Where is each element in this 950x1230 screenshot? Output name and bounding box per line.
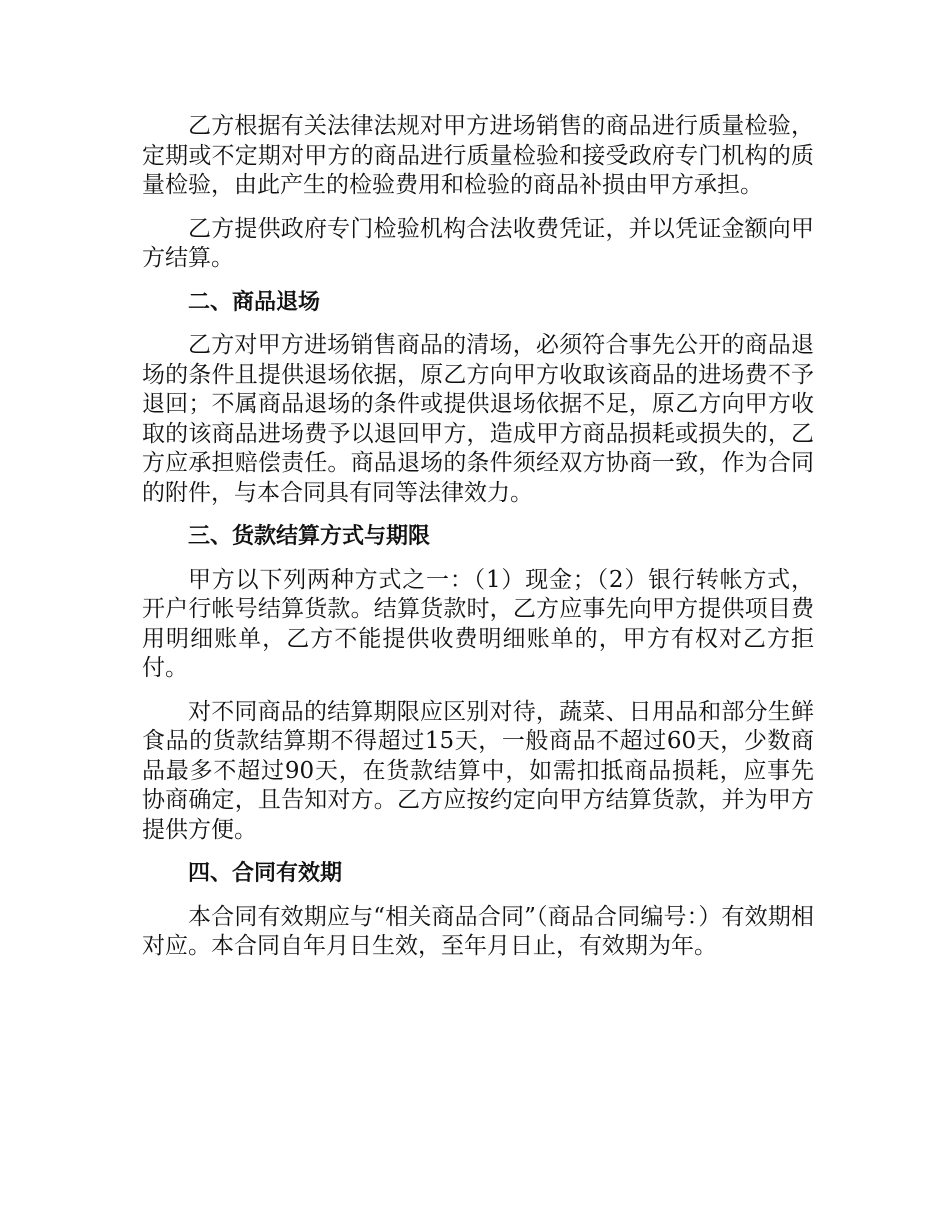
section-heading-contract-term: 四、合同有效期 — [188, 861, 343, 886]
document-body — [142, 112, 814, 976]
paragraph-payment-methods: 甲方以下列两种方式之一：（1）现金；（2）银行转帐方式，开户行帐号结算货款。结算货款时，乙方应事先向甲方提供项目费用明细账单，乙方不能提供收费明细账单的，甲方有权对乙方拒付。 — [142, 566, 814, 681]
paragraph-product-withdrawal: 乙方对甲方进场销售商品的清场，必须符合事先公开的商品退场的条件且提供退场依据，原乙方向甲方收取该商品的进场费不予退回；不属商品退场的条件或提供退场依据不足，原乙方向甲方收取的该商品进场费予以退回甲方，造成甲方商品损耗或损失的，乙方应承担赔偿责任。商品退场的条件须经双方协商一致，作为合同的附件，与本合同具有同等法律效力。 — [142, 332, 814, 506]
paragraph-contract-term: 本合同有效期应与“相关商品合同”（商品合同编号：）有效期相对应。本合同自年月日生效，至年月日止，有效期为年。 — [142, 903, 814, 959]
section-heading-product-withdrawal: 二、商品退场 — [188, 289, 321, 315]
paragraph-quality-inspection: 乙方根据有关法律法规对甲方进场销售的商品进行质量检验，定期或不定期对甲方的商品进行质量检验和接受政府专门机构的质量检验，由此产生的检验费用和检验的商品补损由甲方承担。 — [142, 113, 814, 198]
section-heading-payment-settlement: 三、货款结算方式与期限 — [188, 524, 431, 549]
paragraph-settlement-periods: 对不同商品的结算期限应区别对待，蔬菜、日用品和部分生鲜食品的货款结算期不得超过15天，一般商品不超过60天，少数商品最多不超过90天，在货款结算中，如需扣抵商品损耗，应事先协商确定，且告知对方。乙方应按约定向甲方结算货款，并为甲方提供方便。 — [142, 698, 814, 843]
paragraph-inspection-settlement: 乙方提供政府专门检验机构合法收费凭证，并以凭证金额向甲方结算。 — [142, 215, 814, 271]
